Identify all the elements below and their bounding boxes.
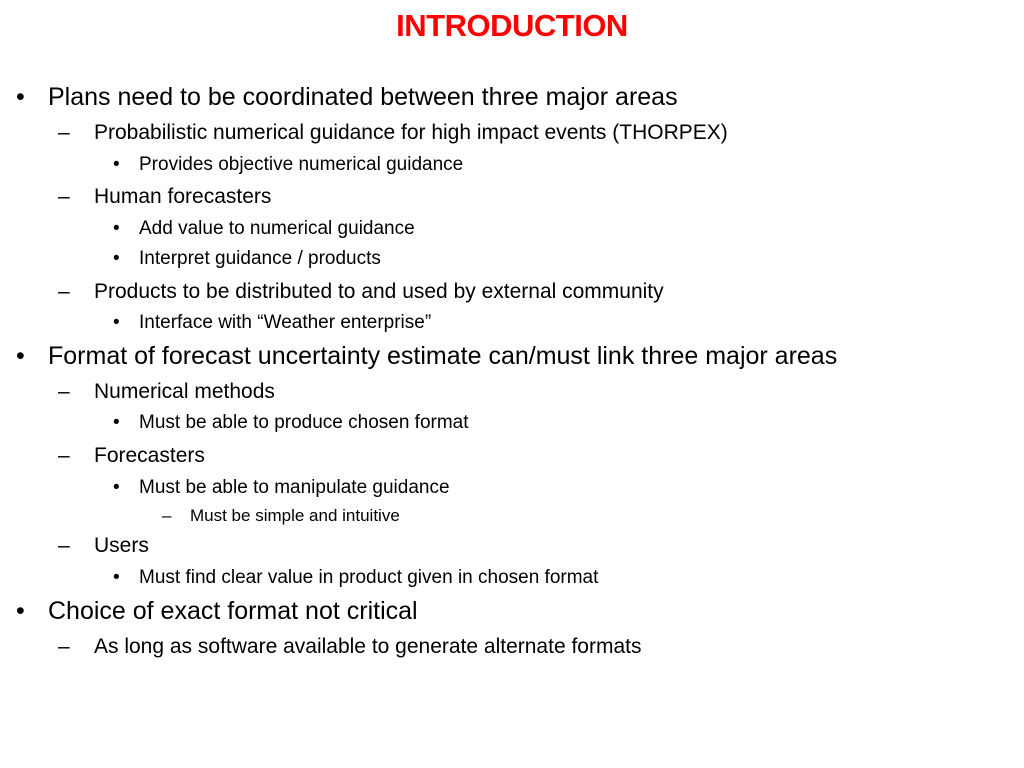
bullet-item-text: Format of forecast uncertainty estimate can/must link three major areas xyxy=(48,342,838,370)
sub-sub-item xyxy=(113,477,450,498)
sub-sub-item xyxy=(113,312,432,333)
sub-item-text: Probabilistic numerical guidance for high impact events (THORPEX) xyxy=(94,121,728,144)
bullet-marker: • xyxy=(113,312,120,333)
sub-item-text: Users xyxy=(94,534,149,557)
sub-item xyxy=(58,185,272,208)
bullet-marker: • xyxy=(113,412,120,433)
sub-item-text: Products to be distributed to and used by external community xyxy=(94,280,664,303)
sub-sub-item xyxy=(113,567,599,588)
sub-sub-item-text: Interface with “Weather enterprise” xyxy=(139,312,432,333)
sub-item xyxy=(58,121,728,144)
dash-marker: – xyxy=(162,506,172,525)
dash-marker: – xyxy=(58,280,70,303)
sub-sub-item xyxy=(113,248,381,269)
dash-marker: – xyxy=(58,444,70,467)
slide-title: INTRODUCTION xyxy=(396,8,628,43)
sub-item-text: As long as software available to generate alternate formats xyxy=(94,635,642,658)
bullet-marker: • xyxy=(113,567,120,588)
bullet-item xyxy=(16,597,418,625)
sub-item xyxy=(58,380,275,403)
sub-sub-item-text: Provides objective numerical guidance xyxy=(139,154,464,175)
bullet-marker: • xyxy=(113,154,120,175)
dash-marker: – xyxy=(58,380,70,403)
sub-item xyxy=(58,534,149,557)
sub-sub-item-text: Must find clear value in product given in chosen format xyxy=(139,567,599,588)
dash-marker: – xyxy=(58,635,70,658)
bullet-marker: • xyxy=(16,83,25,111)
sub-item-text: Human forecasters xyxy=(94,185,272,208)
sub-item-text: Forecasters xyxy=(94,444,205,467)
bullet-marker: • xyxy=(113,248,120,269)
bullet-marker: • xyxy=(16,342,25,370)
sub-sub-sub-item xyxy=(162,506,400,525)
dash-marker: – xyxy=(58,121,70,144)
sub-sub-item xyxy=(113,218,415,239)
sub-item xyxy=(58,444,205,467)
bullet-marker: • xyxy=(113,218,120,239)
bullet-marker: • xyxy=(16,597,25,625)
bullet-marker: • xyxy=(113,477,120,498)
bullet-item-text: Plans need to be coordinated between three major areas xyxy=(48,83,678,111)
sub-item xyxy=(58,280,664,303)
sub-sub-sub-item-text: Must be simple and intuitive xyxy=(190,506,400,525)
sub-sub-item-text: Must be able to produce chosen format xyxy=(139,412,469,433)
bullet-item xyxy=(16,342,838,370)
sub-item xyxy=(58,635,642,658)
dash-marker: – xyxy=(58,534,70,557)
sub-sub-item-text: Add value to numerical guidance xyxy=(139,218,415,239)
sub-sub-item-text: Must be able to manipulate guidance xyxy=(139,477,450,498)
sub-item-text: Numerical methods xyxy=(94,380,275,403)
dash-marker: – xyxy=(58,185,70,208)
sub-sub-item xyxy=(113,412,469,433)
bullet-item xyxy=(16,83,678,111)
sub-sub-item xyxy=(113,154,464,175)
sub-sub-item-text: Interpret guidance / products xyxy=(139,248,381,269)
bullet-item-text: Choice of exact format not critical xyxy=(48,597,418,625)
